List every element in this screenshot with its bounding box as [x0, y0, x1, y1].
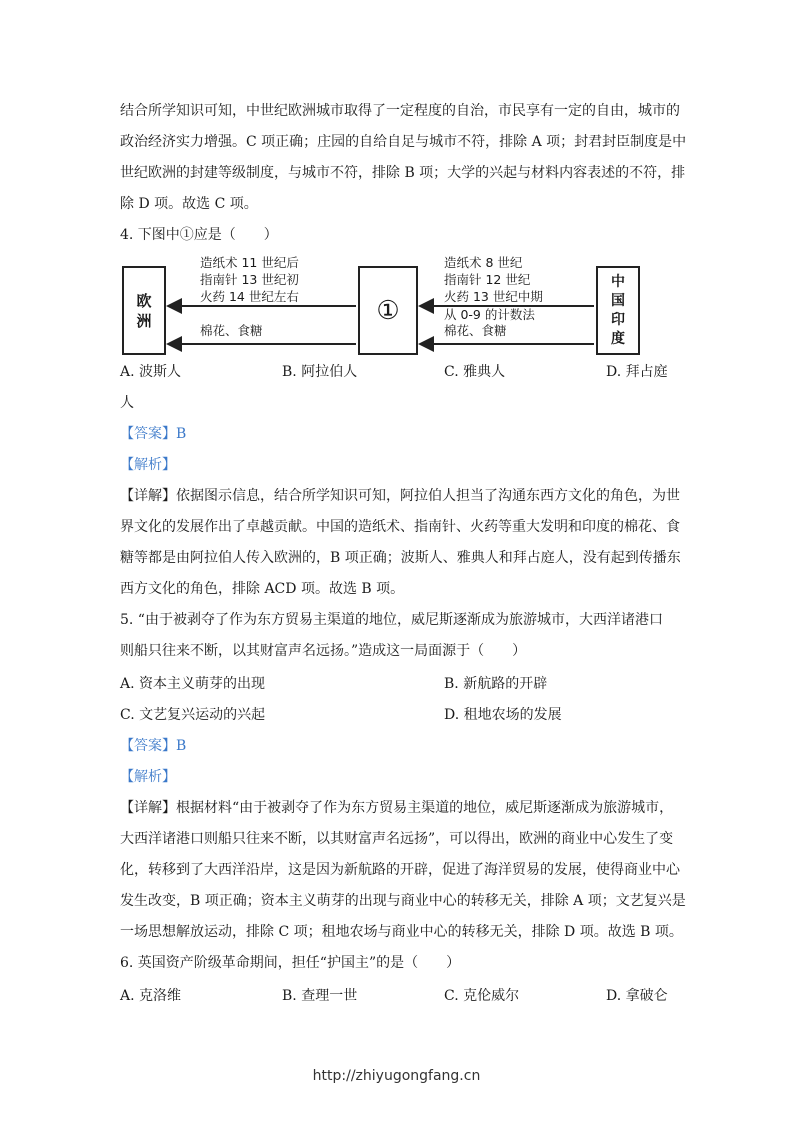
footer-url: http://zhiyugongfang.cn: [312, 1068, 481, 1084]
paragraph-line: 结合所学知识可知，中世纪欧洲城市取得了一定程度的自治，市民享有一定的自由，城市的: [120, 103, 680, 119]
china-india-label-char: 中: [611, 273, 625, 290]
q5-option-b: B. 新航路的开辟: [444, 676, 548, 692]
question-4-stem: 4. 下图中①应是（ ）: [120, 227, 278, 243]
q4-option-b: B. 阿拉伯人: [282, 364, 358, 380]
q4-option-d-wrap: 人: [120, 395, 134, 411]
q5-stem-line: 则船只往来不断，以其财富声名远扬。”造成这一局面源于（ ）: [120, 643, 527, 659]
paragraph-line: 世纪欧洲的封建等级制度，与城市不符，排除 B 项；大学的兴起与材料内容表述的不符，排: [120, 165, 686, 181]
right-invention-line: 从 0-9 的计数法: [444, 307, 535, 322]
q4-detail-line: 界文化的发展作出了卓越贡献。中国的造纸术、指南针、火药等重大发明和印度的棉花、食: [120, 519, 680, 535]
right-invention-line: 火药 13 世纪中期: [444, 289, 543, 304]
q5-answer: 【答案】B: [120, 738, 187, 754]
paragraph-line: 除 D 项。故选 C 项。: [120, 196, 258, 212]
paragraph-line: 政治经济实力增强。C 项正确；庄园的自给自足与城市不符，排除 A 项；封君封臣制度是中: [120, 134, 687, 150]
left-invention-line: 火药 14 世纪左右: [200, 289, 299, 304]
right-invention-line: 造纸术 8 世纪: [444, 255, 523, 270]
q5-stem-line: 5. “由于被剥夺了作为东方贸易主渠道的地位，威尼斯逐渐成为旅游城市，大西洋诸港口: [120, 612, 663, 628]
q4-option-d: D. 拜占庭: [606, 364, 668, 380]
q5-detail-line: 大西洋诸港口则船只往来不断，以其财富声名远扬”，可以得出，欧洲的商业中心发生了变: [120, 831, 674, 847]
q6-option-d: D. 拿破仑: [606, 988, 668, 1004]
q4-detail-line: 【详解】依据图示信息，结合所学知识可知，阿拉伯人担当了沟通东西方文化的角色，为世: [120, 488, 680, 504]
right-goods-label: 棉花、食糖: [444, 323, 507, 338]
q4-answer: 【答案】B: [120, 426, 187, 442]
q6-option-a: A. 克洛维: [120, 988, 182, 1004]
china-india-label-char: 印: [611, 311, 625, 328]
q5-analysis-label: 【解析】: [120, 769, 176, 785]
q4-analysis-label: 【解析】: [120, 457, 176, 473]
q5-detail-line: 【详解】根据材料“由于被剥夺了作为东方贸易主渠道的地位，威尼斯逐渐成为旅游城市，: [120, 800, 674, 816]
right-invention-line: 指南针 12 世纪: [444, 272, 531, 287]
q5-detail-line: 一场思想解放运动，排除 C 项；租地农场与商业中心的转移无关，排除 D 项。故选 B 项。: [120, 924, 683, 940]
q4-option-c: C. 雅典人: [444, 364, 506, 380]
q5-detail-line: 化，转移到了大西洋沿岸，这是因为新航路的开辟，促进了海洋贸易的发展，使得商业中心: [120, 862, 680, 878]
europe-label-char: 洲: [136, 311, 152, 330]
q6-stem: 6. 英国资产阶级革命期间，担任“护国主”的是（ ）: [120, 955, 461, 971]
left-invention-line: 造纸术 11 世纪后: [200, 255, 299, 270]
q5-detail-line: 发生改变，B 项正确；资本主义萌芽的出现与商业中心的转移无关，排除 A 项；文艺复兴是: [120, 893, 686, 909]
q6-option-c: C. 克伦威尔: [444, 988, 520, 1004]
left-goods-label: 棉花、食糖: [200, 323, 263, 338]
unknown-box: ①: [358, 266, 418, 355]
q4-option-a: A. 波斯人: [120, 364, 182, 380]
left-invention-line: 指南针 13 世纪初: [200, 272, 299, 287]
q4-detail-line: 糖等都是由阿拉伯人传入欧洲的，B 项正确；波斯人、雅典人和拜占庭人，没有起到传播东: [120, 550, 681, 566]
china-india-label-char: 国: [611, 292, 625, 309]
diagram-arrows: [0, 0, 793, 400]
q5-option-d: D. 租地农场的发展: [444, 707, 562, 723]
europe-label-char: 欧: [136, 291, 152, 310]
q5-option-c: C. 文艺复兴运动的兴起: [120, 707, 266, 723]
china-india-label-char: 度: [611, 330, 625, 347]
q6-option-b: B. 查理一世: [282, 988, 358, 1004]
q5-option-a: A. 资本主义萌芽的出现: [120, 676, 266, 692]
q4-detail-line: 西方文化的角色，排除 ACD 项。故选 B 项。: [120, 581, 405, 597]
